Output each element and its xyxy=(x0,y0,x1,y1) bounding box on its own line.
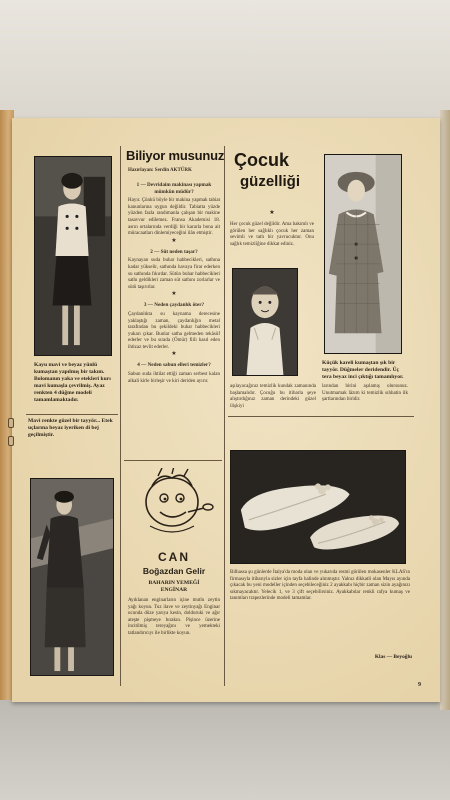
star-separator: ★ xyxy=(171,291,177,298)
question-4: 4 — Neden sabun elleri temizler? xyxy=(137,362,211,369)
divider xyxy=(124,460,222,461)
can-brand: CAN xyxy=(158,550,190,564)
caption-checked-suit: Küçük kareli kumaştan şık bir tayyör. Düğmeler deridendir. Üç tera beyaz inci çıktığı tamamlıyor. xyxy=(322,360,404,380)
fashion-photo-tailleur xyxy=(30,478,114,676)
question-2: 2 — Süt neden taşar? xyxy=(150,248,198,255)
child-photo xyxy=(232,268,298,376)
magazine-page xyxy=(12,118,440,702)
caption-blue-suit: Kayu mavi ve beyaz yünlü kumaştan yapılmış bir takım. Bolomanın yaka ve etekleri kurı mavi kumaşla çevrilmiş. Ayaz renkten 4 düğme modeli tamamlamaktadır. xyxy=(34,362,111,403)
can-headline: BAHARIN YEMEĞİ ENGİNAR xyxy=(148,580,200,593)
page-number: 9 xyxy=(418,682,421,688)
answer-4: Sabun suda ihtilat ettiği zaman serbest kalan alkali kirle birleşir ve kiri deriden ayırır. xyxy=(128,372,220,384)
background-top xyxy=(0,0,450,130)
cocuk-body-1: aşılayacağınız temizlik kundak zamanında başlamalıdır. Çocuğu bu itibarla şeye alıştırdığınız zaman derindeki güzel ilişkiyi xyxy=(230,384,316,409)
slippers-signature: Klas — Beyoğlu xyxy=(374,654,412,660)
fashion-photo-checked-suit xyxy=(324,154,402,354)
biliyor-column xyxy=(128,178,220,385)
divider xyxy=(228,416,414,417)
binder-hole xyxy=(8,418,14,428)
question-1: 1 — Devridaim makinası yapmak mümkün müdür? xyxy=(136,182,212,195)
can-ad-illustration xyxy=(130,468,218,544)
cocuk-title-line2: güzelliği xyxy=(240,173,300,190)
cocuk-title-line1: Çocuk xyxy=(234,150,290,170)
column-rule xyxy=(224,146,225,686)
answer-1: Hayır. Çünkü böyle bir makina yapmak tabiat kanunlarına uygun değildir. Tabiatta yüzde yüzden fazla randımanla çalışan bir makine tasavvur edilemez. Fransa Akademisi 18. asrın ortalarında verdiği bir kararla bona ait müracaatları dinlemiyeceğini ilân etmiştir. xyxy=(128,198,220,237)
cocuk-body-2: larından birini aşılamış olursunuz. Unutmamak lâzım ki temizlik sıhhatin ilk şartlarından biridir. xyxy=(322,384,408,403)
caption-blue-tailleur: Mavi renkte güzel bir tayyör... Etek uçlarına beyaz iyeriken di bej geçilmiştir. xyxy=(28,418,113,438)
star-separator: ★ xyxy=(171,237,177,244)
can-slogan: Boğazdan Gelir xyxy=(142,566,206,576)
star-separator: ★ xyxy=(269,210,275,216)
question-3: 3 — Neden çaydanlık öter? xyxy=(143,302,205,309)
slippers-photo xyxy=(230,450,406,564)
binder-hole xyxy=(8,436,14,446)
answer-2: Kaynayan suda buhar habbecikleri, sathına kadar yükselir, sathında havaya firar ederken su sathında fıkırdar. Sütün buhar habbecikleri sathı geldikleri zaman süt sathını zorlarlar ve sütü taşırırlar. xyxy=(128,258,220,290)
biliyor-author: Hazırlayan: Serdin AKTÜRK xyxy=(128,168,192,173)
cocuk-intro: Her çocuk güzel değildir. Ama bakımlı ve görülen her sağlıklı çocuk her zaman sevimli ve tatlı bir yavrucuktur. Onu sağlık temizliğine dikkat ediniz. xyxy=(230,222,314,247)
divider xyxy=(26,414,118,415)
fashion-photo-blue-suit xyxy=(34,156,112,356)
can-recipe-text: Ayıklanan enginarların içine mutlu zeytin yağı koyun. Tuz ilave ve zeytinyağı Enginar ucunda düze yarıya kesin, dolduruki ve ağır ateşte pişmeye bırakın. Pişince üzerine incitilmiş tereyağını ve yemekteki tatlandırıcıyı ile birlikte koyun. xyxy=(128,598,220,636)
slippers-text: Bilhassa şu günlerde İtalya'da moda olan ve yukarıda resmi görülen mokasenler KLAS'ın firmasıyla itibarıyla sizler için tayfa halinde alınmıştır. Yalnız dikkatli olan Mayıs ayında çıkacak bu yeni modeller içinden seçebileceğiniz 2 ayakkabı hiçbir zaman sizin ayağınızı sıkmayacaktır. Yelecik 1, ve 3 çift seçebilirsiniz. Ayakkabılar renkli rafya kumaş ve tanımları trapezlerinde modeli tamamlar. xyxy=(230,570,410,602)
column-rule xyxy=(120,146,121,686)
answer-3: Çaydanlıkta su kaynama derecesine yaklaştığı zaman, çaydanlığın metal tarafından bu şekildeki buhar habbecikleri yukarı çıkar. Bunlar satha gelmeden tekâsüf ederler ve bu sırada (Ömür) fiili hasıl eden ihtizaz tevlit ederler. xyxy=(128,311,220,350)
star-separator: ★ xyxy=(171,351,177,358)
background-bottom xyxy=(0,700,450,800)
biliyor-title: Biliyor musunuz xyxy=(126,148,225,163)
page-edge xyxy=(440,110,450,710)
